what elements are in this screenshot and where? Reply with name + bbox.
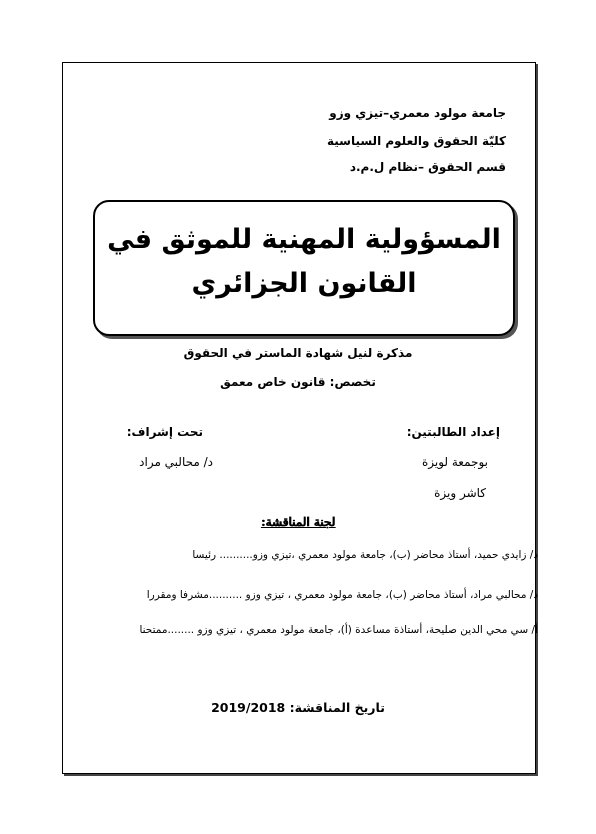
thesis-title-line-2: القانون الجزائري: [191, 268, 417, 299]
committee-member-3: أ/ سي محي الدين صليحة، أستاذة مساعدة (أ)، جامعة مولود معمري ، تيزي وزو ........ممتحنا: [139, 624, 538, 636]
specialty-wrapper: [0, 375, 596, 389]
specialty: تخصص: قانون خاص معمق: [220, 375, 376, 389]
thesis-purpose-wrapper: [0, 346, 596, 360]
committee-title-wrapper: [0, 515, 596, 529]
department-name: قسم الحقوق –نظام ل.م.د: [349, 160, 506, 174]
committee-member-2: د/ محالبي مراد، أستاذ محاضر (ب)، جامعة مولود معمري ، تيزي وزو ..........مشرفا ومقررا: [146, 589, 538, 601]
students-label: إعداد الطالبتين:: [406, 425, 500, 439]
thesis-purpose: مذكرة لنيل شهادة الماستر في الحقوق: [183, 346, 413, 360]
thesis-title-line-1: المسؤولية المهنية للموثق في: [107, 224, 501, 255]
defense-date-value: 2019/2018: [211, 700, 286, 715]
student-name-2: كاشر ويزة: [434, 486, 486, 500]
university-name: جامعة مولود معمري–تيزي وزو: [329, 106, 506, 120]
student-name-1: بوجمعة لويزة: [421, 455, 488, 469]
supervision-label: تحت إشراف:: [126, 425, 203, 439]
supervisor-name: د/ محالبي مراد: [139, 455, 213, 469]
title-box: [93, 200, 515, 336]
faculty-name: كليّة الحقوق والعلوم السياسية: [326, 134, 506, 148]
committee-member-1: د/ زايدي حميد، أستاذ محاضر (ب)، جامعة مولود معمري ،تيزي وزو.......... رئيسا: [192, 549, 538, 561]
defense-date-label: تاريخ المناقشة:: [289, 700, 385, 715]
defense-date: [0, 700, 596, 715]
committee-title: لجنة المناقشة:: [260, 515, 336, 529]
